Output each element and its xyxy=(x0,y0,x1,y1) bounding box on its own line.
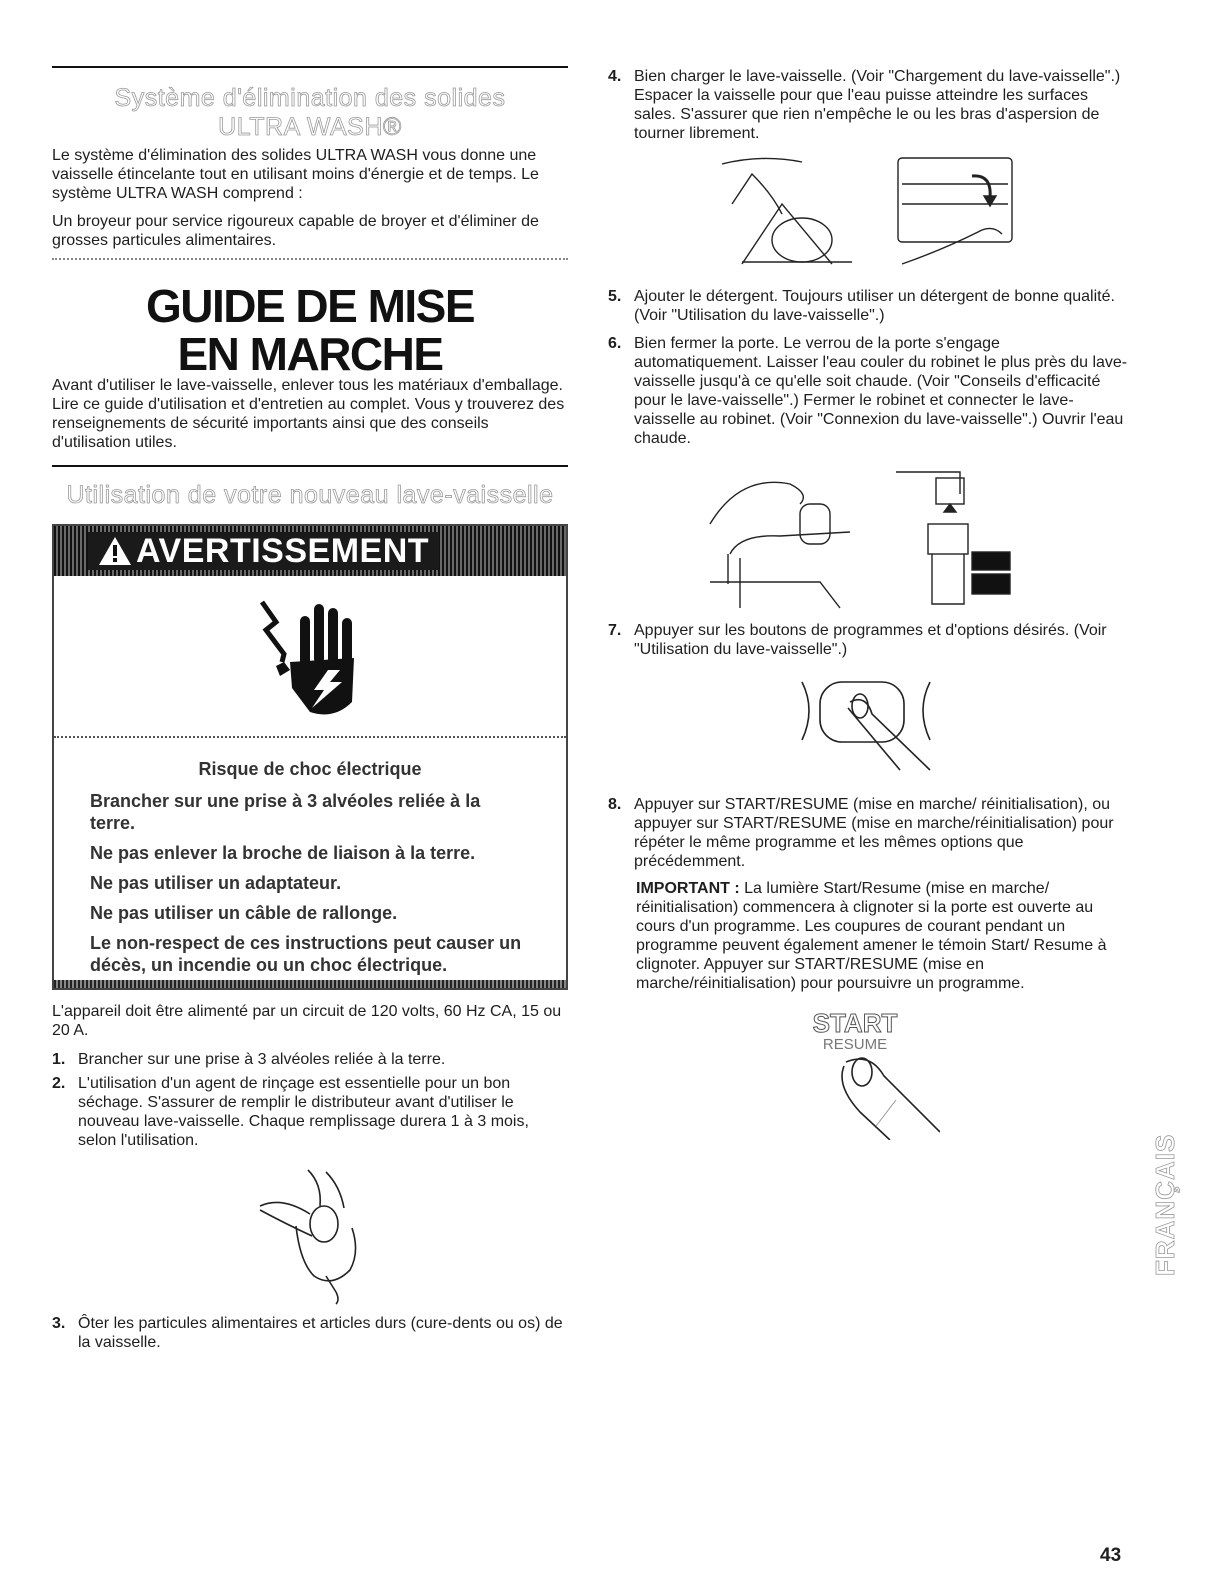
step-number: 1. xyxy=(52,1051,66,1068)
section-rule xyxy=(52,465,568,467)
step-text: Appuyer sur les boutons de programmes et d'options désirés. (Voir "Utilisation du lave-vaisselle".) xyxy=(634,622,1107,658)
step-text: L'utilisation d'un agent de rinçage est essentielle pour un bon séchage. S'assurer de remplir le distributeur avant d'utiliser le nouveau lave-vaisselle. Chaque remplissage durera 1 à 3 mois, selon l'utilisation. xyxy=(78,1075,529,1149)
step-8 xyxy=(608,795,1128,871)
top-rule xyxy=(52,66,568,68)
important-note xyxy=(636,879,1128,993)
page-number: 43 xyxy=(1100,1545,1122,1566)
power-note: L'appareil doit être alimenté par un circuit de 120 volts, 60 Hz CA, 15 ou 20 A. xyxy=(52,1003,562,1039)
resume-label: RESUME xyxy=(822,1036,888,1053)
ultra-wash-grinder: Un broyeur pour service rigoureux capable de broyer et d'éliminer de grosses particules alimentaires. xyxy=(52,213,539,249)
warning-box xyxy=(52,524,568,990)
step-text: Ôter les particules alimentaires et articles durs (cure-dents ou os) de la vaisselle. xyxy=(78,1315,563,1351)
step-text: Ajouter le détergent. Toujours utiliser un détergent de bonne qualité. (Voir "Utilisation du lave-vaisselle".) xyxy=(634,288,1115,324)
section-title-line1: Système d'élimination des solides xyxy=(114,84,506,112)
warning-line-5: Le non-respect de ces instructions peut causer un décès, un incendie ou un choc électrique. xyxy=(90,933,522,975)
warning-header xyxy=(54,526,566,576)
finger-press-icon xyxy=(800,1052,940,1140)
step-7 xyxy=(608,621,1128,659)
step-1 xyxy=(52,1050,568,1069)
step-number: 2. xyxy=(52,1075,66,1092)
warning-line-2: Ne pas enlever la broche de liaison à la terre. xyxy=(90,843,476,863)
warning-line-3: Ne pas utiliser un adaptateur. xyxy=(90,873,342,893)
step-number: 5. xyxy=(608,288,622,305)
warning-risk-title: Risque de choc électrique xyxy=(198,759,422,779)
warning-line-1: Brancher sur une prise à 3 alvéoles reliée à la terre. xyxy=(90,791,481,833)
step-5 xyxy=(608,287,1128,325)
loading-dishes-illustration xyxy=(722,154,1022,274)
guide-title xyxy=(52,282,568,378)
step-number: 7. xyxy=(608,622,622,639)
guide-title-line1: GUIDE DE MISE xyxy=(145,280,475,332)
start-label: START xyxy=(812,1008,898,1038)
step-text: Bien charger le lave-vaisselle. (Voir "Chargement du lave-vaisselle".) Espacer la vaisselle pour que l'eau puisse atteindre les surfaces sales. S'assurer que rien n'empêche le ou les bras d'aspersion de tourner librement. xyxy=(634,68,1121,142)
warning-bottom-bar xyxy=(54,980,566,988)
step-6 xyxy=(608,334,1128,448)
warning-label xyxy=(88,532,439,570)
section-title-ultra-wash xyxy=(52,84,568,142)
rinse-aid-illustration xyxy=(252,1166,372,1306)
step-4 xyxy=(608,67,1128,143)
warning-triangle-icon xyxy=(98,535,132,567)
step-number: 3. xyxy=(52,1315,66,1332)
step-text: Bien fermer la porte. Le verrou de la porte s'engage automatiquement. Laisser l'eau couler du robinet le plus près du lave-vaisselle jusqu'à ce qu'elle soit chaude. (Voir "Conseils d'efficacité pour le lave-vaisselle".) Fermer le robinet et connecter le lave-vaisselle au robinet. (Voir "Connexion du lave-vaisselle".) Ouvrir l'eau chaude. xyxy=(634,335,1128,447)
step-number: 8. xyxy=(608,796,622,813)
step-2 xyxy=(52,1074,568,1150)
step-3 xyxy=(52,1314,568,1352)
warning-label-text: AVERTISSEMENT xyxy=(136,532,430,570)
faucet-connection-illustration xyxy=(700,464,1020,610)
warning-line-4: Ne pas utiliser un câble de rallonge. xyxy=(90,903,398,923)
language-side-tab: FRANÇAIS xyxy=(1150,1133,1180,1277)
step-number: 4. xyxy=(608,68,622,85)
warning-divider xyxy=(54,736,566,738)
start-resume-button xyxy=(780,1010,940,1140)
dotted-divider xyxy=(52,258,568,260)
step-text: Appuyer sur START/RESUME (mise en marche/ réinitialisation), ou appuyer sur START/RESUME (mise en marche/réinitialisation) pour répéter le même programme et les mêmes options que précédemment. xyxy=(634,796,1114,870)
ultra-wash-description: Le système d'élimination des solides ULTRA WASH vous donne une vaisselle étincelante tout en utilisant moins d'énergie et de temps. Le système ULTRA WASH comprend : xyxy=(52,147,539,202)
important-text: La lumière Start/Resume (mise en marche/ réinitialisation) commencera à clignoter si la porte est ouverte au cours d'un programme. Les coupures de courant pendant un programme peuvent également amener le témoin Start/ Resume à clignoter. Appuyer sur START/RESUME (mise en marche/réinitialisation) pour poursuivre un programme. xyxy=(636,880,1107,992)
section-title-line2: ULTRA WASH® xyxy=(218,113,402,141)
important-label: IMPORTANT : xyxy=(636,880,740,897)
section-title-usage: Utilisation de votre nouveau lave-vaisselle xyxy=(66,481,554,509)
step-number: 6. xyxy=(608,335,622,352)
guide-intro: Avant d'utiliser le lave-vaisselle, enlever tous les matériaux d'emballage. Lire ce guide d'utilisation et d'entretien au complet. Vous y trouverez des renseignements de sécurité importants ainsi que des conseils d'utilisation utiles. xyxy=(52,377,565,451)
step-text: Brancher sur une prise à 3 alvéoles reliée à la terre. xyxy=(78,1051,446,1068)
press-button-illustration xyxy=(790,674,940,774)
guide-title-line2: EN MARCHE xyxy=(177,328,443,380)
electric-shock-hand-icon xyxy=(254,592,374,722)
